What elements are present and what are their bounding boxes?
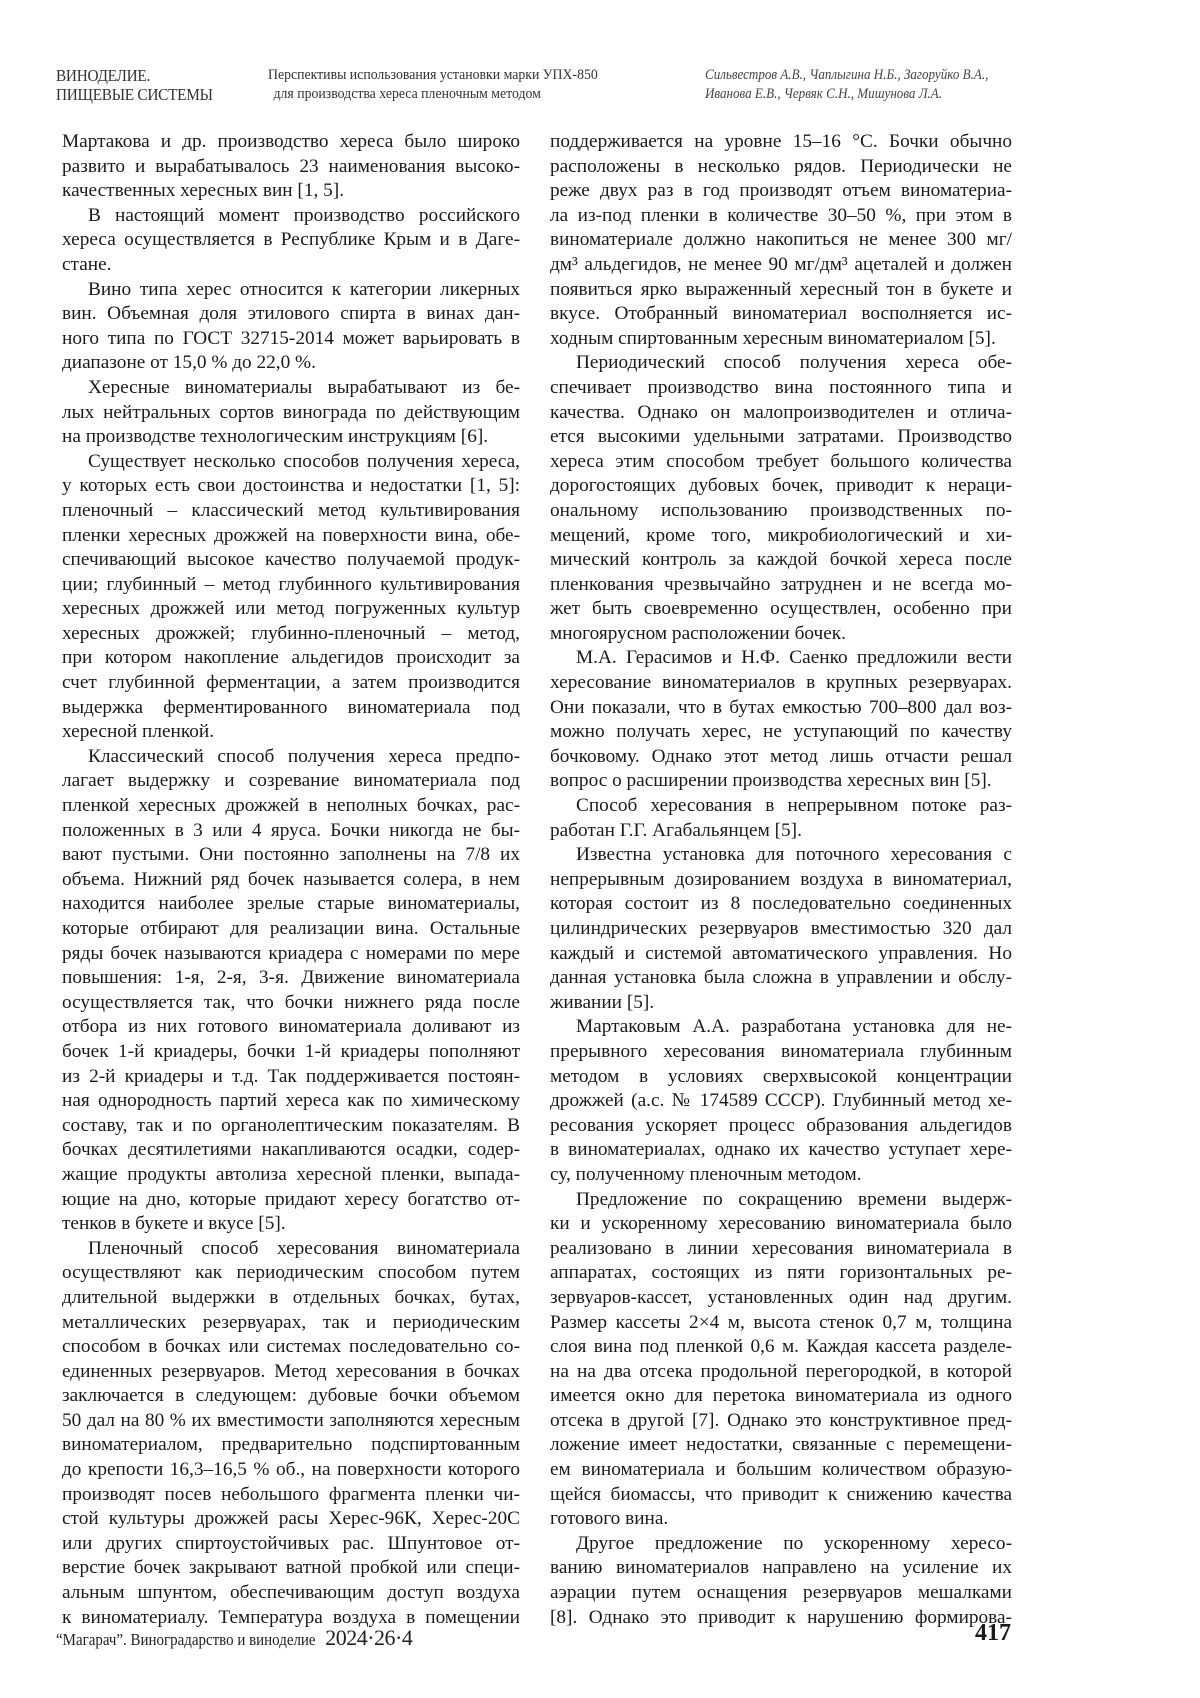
text-line: су, полученному пленочным методом. xyxy=(550,1163,1012,1188)
text-line: длительной выдержки в отдельных бочках, бутах, xyxy=(62,1286,520,1311)
text-line: хереса осуществляется в Республике Крым и в Даге- xyxy=(62,228,520,253)
text-line: ная однородность партий хереса как по химическому xyxy=(62,1089,520,1114)
text-line: щейся биомассы, что приводит к снижению качества xyxy=(550,1483,1012,1508)
text-line: Периодический способ получения хереса обе- xyxy=(550,351,1012,376)
text-line: бочковому. Однако этот метод лишь отчасти решал xyxy=(550,745,1012,770)
text-line: счет глубинной ферментации, а затем производится xyxy=(62,671,520,696)
text-line: вают пустыми. Они постоянно заполнены на 7/8 их xyxy=(62,843,520,868)
text-line: аппаратах, состоящих из пяти горизонтальных ре- xyxy=(550,1261,1012,1286)
text-line: осуществляют как периодическим способом путем xyxy=(62,1261,520,1286)
text-line: готового вина. xyxy=(550,1507,1012,1532)
text-line: составу, так и по органолептическим показателям. В xyxy=(62,1114,520,1139)
text-line: из 2-й криадеры и т.д. Так поддерживается постоян- xyxy=(62,1065,520,1090)
text-line: хересных дрожжей или метод погруженных культур xyxy=(62,597,520,622)
text-line: непрерывным дозированием воздуха в виноматериал, xyxy=(550,868,1012,893)
text-line: каждый и системой автоматического управления. Но xyxy=(550,942,1012,967)
text-line: прерывного хересования виноматериала глубинным xyxy=(550,1040,1012,1065)
text-line: хересной пленкой. xyxy=(62,720,520,745)
text-line: спечивающий высокое качество получаемой продук- xyxy=(62,548,520,573)
text-line: ресования ускоряет процесс образования альдегидов xyxy=(550,1114,1012,1139)
running-header-section xyxy=(56,66,213,104)
text-line: живании [5]. xyxy=(550,991,1012,1016)
text-line: диапазоне от 15,0 % до 22,0 %. xyxy=(62,351,520,376)
text-line: 50 дал на 80 % их вместимости заполняются хересным xyxy=(62,1409,520,1434)
text-line: на производстве технологическим инструкциям [6]. xyxy=(62,425,520,450)
text-line: ходным спиртованным хересным виноматериалом [5]. xyxy=(550,327,1012,352)
paragraph xyxy=(550,1532,1012,1630)
text-line: пленкой хересных дрожжей в неполных бочках, рас- xyxy=(62,794,520,819)
text-line: положенных в 3 или 4 яруса. Бочки никогда не бы- xyxy=(62,819,520,844)
text-line: Классический способ получения хереса предпо- xyxy=(62,745,520,770)
text-line: [8]. Однако это приводит к нарушению формирова- xyxy=(550,1606,1012,1631)
text-line: зервуаров-кассет, установленных один над другим. xyxy=(550,1286,1012,1311)
text-line: пленкования чрезвычайно затруднен и не всегда мо- xyxy=(550,573,1012,598)
text-line: Известна установка для поточного хересования с xyxy=(550,843,1012,868)
text-line: мический контроль за каждой бочкой хереса после xyxy=(550,548,1012,573)
text-line: тенков в букете и вкусе [5]. xyxy=(62,1212,520,1237)
text-line: или других спиртоустойчивых рас. Шпунтовое от- xyxy=(62,1532,520,1557)
text-line: хересных дрожжей; глубинно-пленочный – метод, xyxy=(62,622,520,647)
text-line: Другое предложение по ускоренному хересо- xyxy=(550,1532,1012,1557)
text-line: пленки хересных дрожжей на поверхности вина, обе- xyxy=(62,524,520,549)
text-line: реализовано в линии хересования виноматериала в xyxy=(550,1237,1012,1262)
text-line: хересование виноматериалов в крупных резервуарах. xyxy=(550,671,1012,696)
paragraph xyxy=(550,843,1012,1015)
text-line: осуществляется так, что бочки нижнего ряда после xyxy=(62,991,520,1016)
text-line: единенных резервуаров. Метод хересования в бочках xyxy=(62,1360,520,1385)
text-line: выдержка ферментированного виноматериала под xyxy=(62,696,520,721)
section-line: ВИНОДЕЛИЕ. xyxy=(56,66,213,85)
text-line: появиться ярко выраженный хересный тон в букете и xyxy=(550,278,1012,303)
text-line: методом в условиях сверхвысокой концентрации xyxy=(550,1065,1012,1090)
text-line: отбора из них готового виноматериала доливают из xyxy=(62,1015,520,1040)
text-line: находится наиболее зрелые старые виноматериалы, xyxy=(62,892,520,917)
text-line: лагает выдержку и созревание виноматериала под xyxy=(62,769,520,794)
text-line: производят посев небольшого фрагмента пленки чи- xyxy=(62,1483,520,1508)
text-line: ванию виноматериалов направлено на усиление их xyxy=(550,1556,1012,1581)
text-line: дрожжей (а.с. № 174589 СССР). Глубинный метод хе- xyxy=(550,1089,1012,1114)
paragraph xyxy=(550,130,1012,351)
text-line: качества. Однако он малопроизводителен и отлича- xyxy=(550,401,1012,426)
text-line: спечивает производство вина постоянного типа и xyxy=(550,376,1012,401)
title-line: для производства хереса пленочным методом xyxy=(268,85,598,104)
text-line: заключается в следующем: дубовые бочки объемом xyxy=(62,1384,520,1409)
text-column-right xyxy=(550,130,1012,1630)
text-line: можно получать херес, не уступающий по качеству xyxy=(550,720,1012,745)
text-line: стой культуры дрожжей расы Херес-96К, Херес-20С xyxy=(62,1507,520,1532)
text-line: Вино типа херес относится к категории ликерных xyxy=(62,278,520,303)
text-line: ла из-под пленки в количестве 30–50 %, при этом в xyxy=(550,204,1012,229)
text-line: объема. Нижний ряд бочек называется солера, в нем xyxy=(62,868,520,893)
text-line: мещений, кроме того, микробиологический и хи- xyxy=(550,524,1012,549)
text-line: в виноматериалах, однако их качество уступает хере- xyxy=(550,1138,1012,1163)
text-line: ки и ускоренному хересованию виноматериала было xyxy=(550,1212,1012,1237)
text-line: ющие на дно, которые придают хересу богатство от- xyxy=(62,1188,520,1213)
text-line: вопрос о расширении производства хересных вин [5]. xyxy=(550,769,1012,794)
text-line: Пленочный способ хересования виноматериала xyxy=(62,1237,520,1262)
text-line: до крепости 16,3–16,5 % об., на поверхности которого xyxy=(62,1458,520,1483)
text-line: вкусе. Отобранный виноматериал восполняется ис- xyxy=(550,302,1012,327)
text-line: слоя вина под пленкой 0,6 м. Каждая кассета разделе- xyxy=(550,1335,1012,1360)
paragraph xyxy=(550,1015,1012,1187)
text-line: Хересные виноматериалы вырабатывают из бе- xyxy=(62,376,520,401)
text-line: способом в бочках или системах последовательно со- xyxy=(62,1335,520,1360)
text-line: Мартаковым А.А. разработана установка для не- xyxy=(550,1015,1012,1040)
paragraph xyxy=(62,130,520,204)
text-line: у которых есть свои достоинства и недостатки [1, 5]: xyxy=(62,474,520,499)
text-line: дорогостоящих дубовых бочек, приводит к нераци- xyxy=(550,474,1012,499)
text-line: дм³ альдегидов, не менее 90 мг/дм³ ацеталей и должен xyxy=(550,253,1012,278)
text-line: Существует несколько способов получения хереса, xyxy=(62,450,520,475)
text-line: жащие продукты автолиза хересной пленки, выпада- xyxy=(62,1163,520,1188)
text-line: М.А. Герасимов и Н.Ф. Саенко предложили вести xyxy=(550,646,1012,671)
text-line: виноматериалом, предварительно подспиртованным xyxy=(62,1433,520,1458)
authors-line: Иванова Е.В., Червяк С.Н., Мишунова Л.А. xyxy=(705,85,988,104)
text-line: Предложение по сокращению времени выдерж- xyxy=(550,1188,1012,1213)
text-line: ного типа по ГОСТ 32715-2014 может варьировать в xyxy=(62,327,520,352)
paragraph xyxy=(62,745,520,1237)
text-line: качественных хересных вин [1, 5]. xyxy=(62,179,520,204)
text-line: повышения: 1-я, 2-я, 3-я. Движение виноматериала xyxy=(62,966,520,991)
journal-name: “Магарач”. Виноградарство и виноделие xyxy=(56,1630,316,1650)
text-line: пленочный – классический метод культивирования xyxy=(62,499,520,524)
paragraph xyxy=(62,1237,520,1631)
text-line: которая состоит из 8 последовательно соединенных xyxy=(550,892,1012,917)
text-line: альным шпунтом, обеспечивающим доступ воздуха xyxy=(62,1581,520,1606)
paragraph xyxy=(550,646,1012,794)
page-number: 417 xyxy=(975,1620,1011,1647)
text-line: жет быть своевременно осуществлен, особенно при xyxy=(550,597,1012,622)
text-line: ции; глубинный – метод глубинного культивирования xyxy=(62,573,520,598)
footer xyxy=(56,1625,412,1651)
text-line: работан Г.Г. Агабальянцем [5]. xyxy=(550,819,1012,844)
journal-issue: 2024·26·4 xyxy=(325,1625,412,1650)
text-line: вин. Объемная доля этилового спирта в винах дан- xyxy=(62,302,520,327)
text-line: ем виноматериала и большим количеством образую- xyxy=(550,1458,1012,1483)
text-line: при котором накопление альдегидов происходит за xyxy=(62,646,520,671)
text-line: многоярусном расположении бочек. xyxy=(550,622,1012,647)
text-line: которые отбирают для реализации вина. Остальные xyxy=(62,917,520,942)
paragraph xyxy=(550,794,1012,843)
text-line: на на два отсека продольной перегородкой, в которой xyxy=(550,1360,1012,1385)
text-line: к виноматериалу. Температура воздуха в помещении xyxy=(62,1606,520,1631)
text-line: хереса этим способом требует большого количества xyxy=(550,450,1012,475)
text-line: отсека в другой [7]. Однако это конструктивное пред- xyxy=(550,1409,1012,1434)
text-line: Размер кассеты 2×4 м, высота стенок 0,7 м, толщина xyxy=(550,1311,1012,1336)
text-line: Мартакова и др. производство хереса было широко xyxy=(62,130,520,155)
text-line: ложение имеет недостатки, связанные с перемещени- xyxy=(550,1433,1012,1458)
authors-line: Сильвестров А.В., Чаплыгина Н.Б., Загоруйко В.А., xyxy=(705,66,988,85)
text-line: бочек 1-й криадеры, бочки 1-й криадеры пополняют xyxy=(62,1040,520,1065)
text-line: В настоящий момент производство российского xyxy=(62,204,520,229)
paragraph xyxy=(62,278,520,376)
title-line: Перспективы использования установки марки УПХ-850 xyxy=(268,66,598,85)
paragraph xyxy=(550,351,1012,646)
text-line: поддерживается на уровне 15–16 °С. Бочки обычно xyxy=(550,130,1012,155)
text-column-left xyxy=(62,130,520,1630)
text-line: верстие бочек закрывают ватной пробкой или специ- xyxy=(62,1556,520,1581)
paragraph xyxy=(62,204,520,278)
text-line: ональному использованию производственных по- xyxy=(550,499,1012,524)
text-line: аэрации путем оснащения резервуаров мешалками xyxy=(550,1581,1012,1606)
text-line: расположены в несколько рядов. Периодически не xyxy=(550,155,1012,180)
text-line: цилиндрических резервуаров вместимостью 320 дал xyxy=(550,917,1012,942)
paragraph xyxy=(62,376,520,450)
text-line: Способ хересования в непрерывном потоке раз- xyxy=(550,794,1012,819)
text-line: виноматериале должно накопиться не менее 300 мг/ xyxy=(550,228,1012,253)
text-line: бочках десятилетиями накапливаются осадки, содер- xyxy=(62,1138,520,1163)
text-line: Они показали, что в бутах емкостью 700–800 дал воз- xyxy=(550,696,1012,721)
text-line: реже двух раз в год производят отъем виноматериа- xyxy=(550,179,1012,204)
text-line: имеется окно для перетока виноматериала из одного xyxy=(550,1384,1012,1409)
text-line: данная установка была сложна в управлении и обслу- xyxy=(550,966,1012,991)
text-line: металлических резервуарах, так и периодическим xyxy=(62,1311,520,1336)
running-header-authors xyxy=(705,66,988,104)
section-line: ПИЩЕВЫЕ СИСТЕМЫ xyxy=(56,85,213,104)
text-line: ется высокими удельными затратами. Производство xyxy=(550,425,1012,450)
text-line: стане. xyxy=(62,253,520,278)
running-header-title xyxy=(268,66,598,104)
paragraph xyxy=(62,450,520,745)
text-line: развито и вырабатывалось 23 наименования высоко- xyxy=(62,155,520,180)
paragraph xyxy=(550,1188,1012,1532)
text-line: лых нейтральных сортов винограда по действующим xyxy=(62,401,520,426)
text-line: ряды бочек называются криадера с номерами по мере xyxy=(62,942,520,967)
